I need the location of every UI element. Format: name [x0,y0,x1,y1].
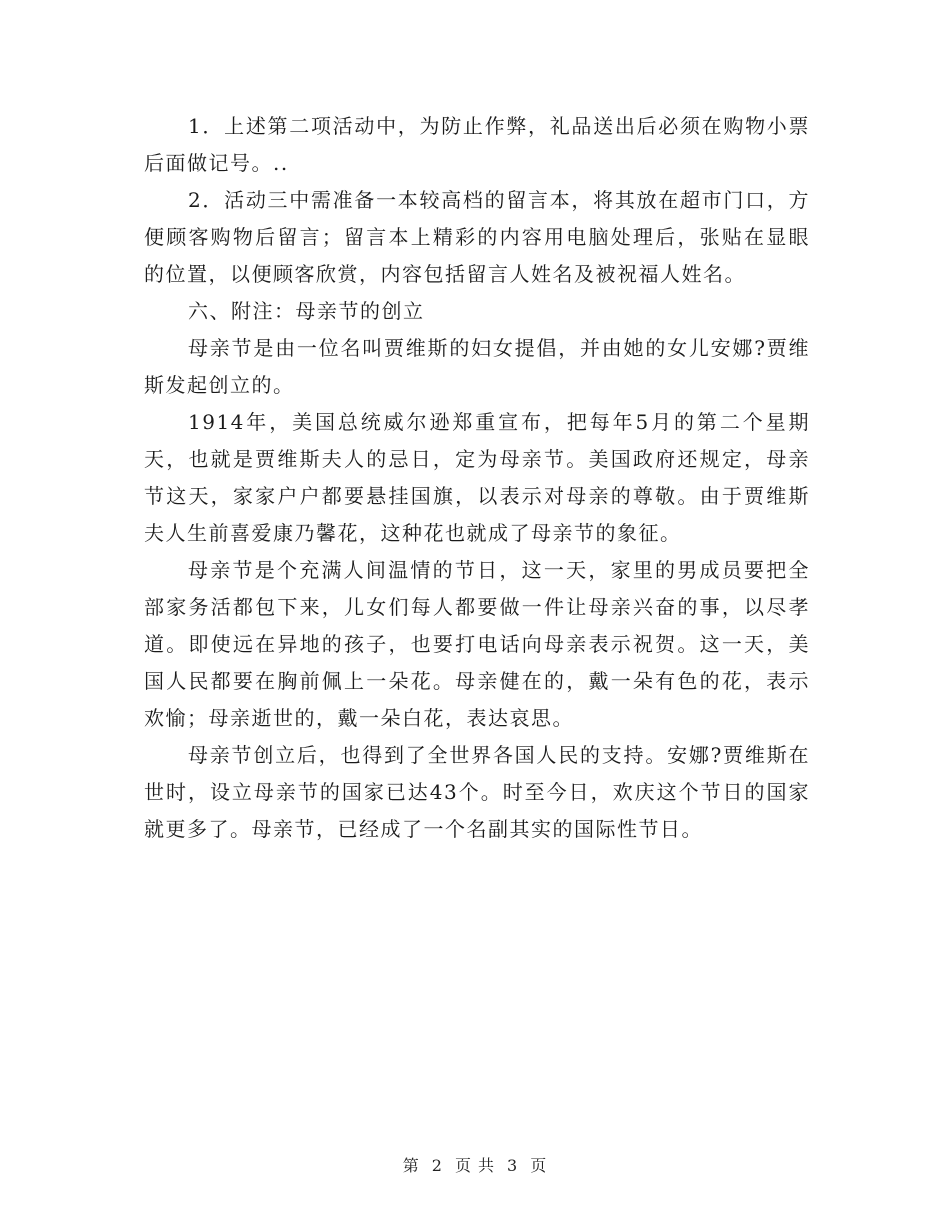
document-body [144,108,810,848]
paragraph-customs: 母亲节是个充满人间温情的节日，这一天，家里的男成员要把全部家务活都包下来，儿女们每人都要做一件让母亲兴奋的事，以尽孝道。即使远在异地的孩子，也要打电话向母亲表示祝贺。这一天，美国人民都要在胸前佩上一朵花。母亲健在的，戴一朵有色的花，表示欢愉；母亲逝世的，戴一朵白花，表达哀思。 [144,558,810,730]
footer-suffix: 页 [530,1156,548,1175]
footer-mid: 页 共 [454,1156,496,1175]
paragraph-history: 1914年，美国总统威尔逊郑重宣布，把每年5月的第二个星期天，也就是贾维斯夫人的忌日，定为母亲节。美国政府还规定，母亲节这天，家家户户都要悬挂国旗，以表示对母亲的尊敬。由于贾维斯夫人生前喜爱康乃馨花，这种花也就成了母亲节的象征。 [144,410,810,545]
paragraph-note-1: 1．上述第二项活动中，为防止作弊，礼品送出后必须在购物小票后面做记号。.. [144,114,810,175]
footer-current-page: 2 [431,1156,443,1175]
footer-total-pages: 3 [507,1156,519,1175]
section-heading-appendix: 六、附注：母亲节的创立 [188,299,425,323]
paragraph-note-2: 2．活动三中需准备一本较高档的留言本，将其放在超市门口，方便顾客购物后留言；留言本上精彩的内容用电脑处理后，张贴在显眼的位置，以便顾客欣赏，内容包括留言人姓名及被祝福人姓名。 [144,188,810,286]
page-footer [0,1153,950,1176]
paragraph-origin: 母亲节是由一位名叫贾维斯的妇女提倡，并由她的女儿安娜?贾维斯发起创立的。 [144,336,810,397]
footer-prefix: 第 [402,1156,420,1175]
paragraph-worldwide: 母亲节创立后，也得到了全世界各国人民的支持。安娜?贾维斯在世时，设立母亲节的国家已达43个。时至今日，欢庆这个节日的国家就更多了。母亲节，已经成了一个名副其实的国际性节日。 [144,743,810,841]
